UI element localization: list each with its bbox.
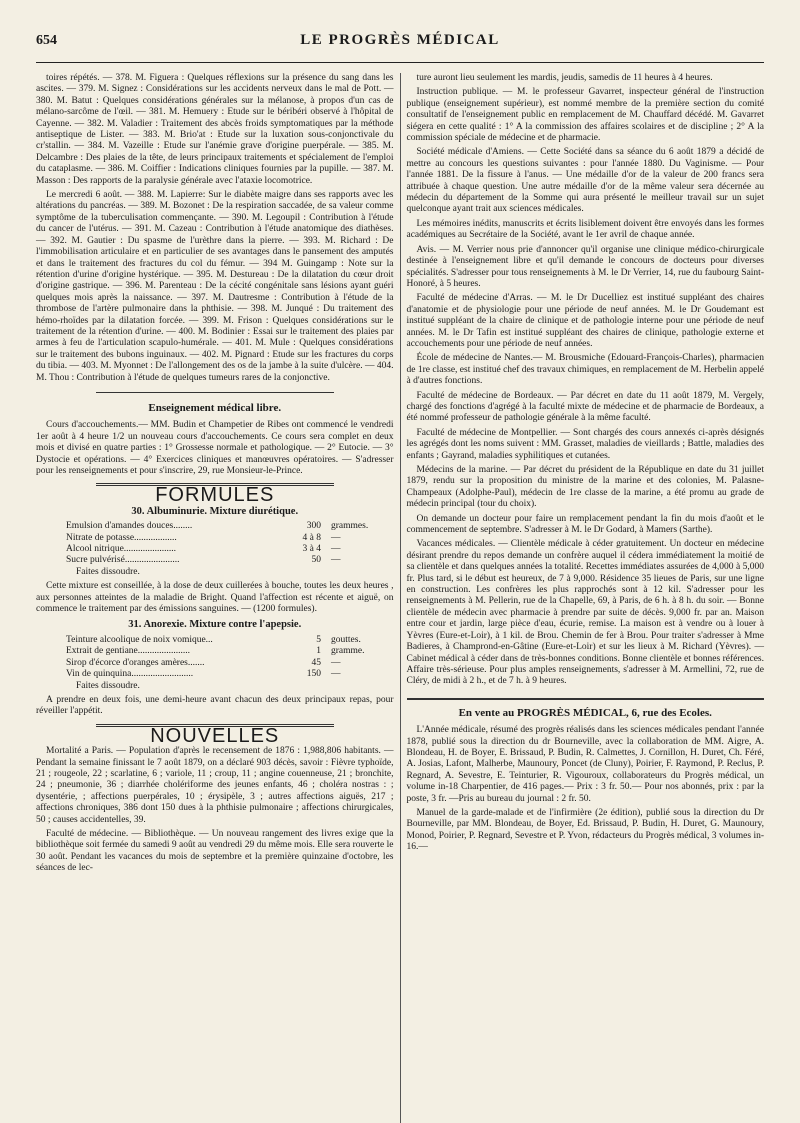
recipe-quantity: 5 <box>316 634 321 645</box>
news-paragraph: ture auront lieu seulement les mardis, jeudis, samedis de 11 heures à 4 heures. <box>416 73 713 83</box>
recipe-note: Faites dissoudre. <box>76 680 140 691</box>
enseignement-title: Enseignement médical libre. <box>148 401 282 414</box>
news-paragraph: Vacances médicales. — Clientèle médicale à céder gratuitement. Un docteur en médecine désirant prendre du repos demande un confrère auquel il cédera immédiatement la moitié de sa clientèle et dans quelques années la totalité. Recettes immédiates assurées de 4,000 à 5,000 fr. Plus tard, si le début est heureux, de 7 à 9,000. Résidence 35 lieues de Paris, sur une ligne en construction. Les confrères les plus rapprochés sont à 12 kil. S'adresser pour les renseignements à M. Pellerin, rue de la Chapelle, 69, à Paris, de 6 h. à 8 h. du soir. — Bonne clientèle de médecin avec pharmacie à prendre par suite de décès. 9,000 fr. par an. Maison entre cour et jardin, large pièce d'eau, écurie, remise. La maison est à vendre ou à louer à Yèvres (Eure-et-Loir), à 1 kil. de Brou. Chemin de fer à Brou. Pour traiter s'adresser à Mme Badieres, à Champrond-en-Gâtine (Eure-et-Loir) et sur les lieux à M. Richard (Yèvres). — Cabinet médical à céder dans de très-bonnes conditions. Bonne clientèle et bonnes références. Affaire très-sérieuse. Pour plus amples renseignements, s'adresser à M. Armellini, 72, rue de Cléry, de midi à 2 h., et de 7 h. à 9 heures. <box>406 539 764 687</box>
recipe-row <box>66 521 394 532</box>
recipe-quantity: 4 à 8 <box>302 532 321 543</box>
news-paragraph: Mortalité a Paris. — Population d'après le recensement de 1876 : 1,988,806 habitants. — Pendant la semaine finissant le 7 août 1879, on a déclaré 903 décès, savoir : Fièvre typhoïde, 21 ; rougeole, 22 ; scarlatine, 6 ; variole, 11 ; croup, 11 ; angine couenneuse, 21 ; bronchite, 24 ; pneumonie, 36 ; diarrhée cholériforme des jeunes enfants, 46 ; choléra nostras : ; dysentérie, ; affections puerpérales, 10 ; érysipèle, 3 ; autres affections aiguës, 217 ; affections chroniques, 386 dont 150 dues à la phthisie pulmonaire ; affections chirurgicales, 50 ; causes accidentelles, 39. <box>36 746 394 825</box>
recipe-unit: — <box>331 657 341 668</box>
recipe-ingredient: Sucre pulvérisé....................... <box>66 555 180 566</box>
news-paragraph: École de médecine de Nantes.— M. Brousmiche (Edouard-François-Charles), pharmacien de 1re classe, est institué chef des travaux chimiques, en remplacement de M. Herbelin appelé à d'autres fonctions. <box>406 353 764 387</box>
formula-30-recipe <box>66 521 394 578</box>
news-paragraph: Faculté de médecine de Montpellier. — Sont chargés des cours annexés ci-après désignés les agrégés dont les noms suivent : MM. Grasset, maladies de vieillards ; Battle, maladies des enfants ; Gayrand, maladies syphilitiques et cutanées. <box>406 427 764 461</box>
recipe-ingredient: Emulsion d'amandes douces........ <box>66 521 193 532</box>
formules-heading: FORMULES <box>155 484 275 507</box>
news-paragraph: Faculté de médecine d'Arras. — M. le Dr Ducelliez est institué suppléant des chaires d'anatomie et de physiologie pour une période de neuf années. M. le Dr Goudemant est institué suppléant de la chaire de clinique et de pathologie interne pour une période de neuf années. M. le Dr Tafin est institué suppléant des chaires de clinique, pathologie externe et accouchements pour une période de neuf années. <box>406 293 764 349</box>
left-column <box>36 73 394 1123</box>
recipe-quantity: 300 <box>306 521 321 532</box>
recipe-quantity: 3 à 4 <box>302 544 321 555</box>
recipe-row <box>66 555 394 566</box>
recipe-unit: gouttes. <box>331 634 361 645</box>
formula-31-text: A prendre en deux fois, une demi-heure avant chacun des deux principaux repas, pour réveiller l'appétit. <box>36 694 394 717</box>
recipe-unit: — <box>331 669 341 680</box>
recipe-unit: — <box>331 532 341 543</box>
recipe-ingredient: Teinture alcoolique de noix vomique... <box>66 634 213 645</box>
recipe-note: Faites dissoudre. <box>76 566 140 577</box>
formula-31-title: 31. Anorexie. Mixture contre l'apepsie. <box>128 619 302 631</box>
page-number: 654 <box>36 33 57 48</box>
recipe-unit: grammes. <box>331 521 369 532</box>
formula-30-title: 30. Albuminurie. Mixture diurétique. <box>131 505 299 517</box>
nouvelles-heading: NOUVELLES <box>150 724 280 747</box>
recipe-row <box>66 635 394 646</box>
news-paragraph: On demande un docteur pour faire un remplacement pendant la fin du mois d'août et le commencement de septembre. S'adresser à M. le Dr Godard, à Mamers (Sarthe). <box>406 513 764 536</box>
recipe-row <box>66 658 394 669</box>
recipe-ingredient: Alcool nitrique...................... <box>66 544 177 555</box>
recipe-unit: — <box>331 544 341 555</box>
recipe-quantity: 150 <box>306 669 321 680</box>
two-column-body <box>36 73 764 1123</box>
right-column <box>407 73 765 1123</box>
recipe-ingredient: Vin de quinquina.......................... <box>66 669 194 680</box>
news-paragraph: Avis. — M. Verrier nous prie d'annoncer qu'il organise une clinique médico-chirurgicale destinée à l'enseignement libre et qu'il demande le concours de docteurs pour diverses spécialités. S'adresser pour tous renseignements à M. le Dr Verrier, 14, rue du faubourg Saint-Honoré, à 5 heures. <box>406 244 764 289</box>
thesis-list-paragraph: Le mercredi 6 août. — 388. M. Lapierre: Sur le diabète maigre dans ses rapports avec les altérations du pancréas. — 389. M. Bozonet : De la respiration saccadée, de sa valeur comme symptôme de la tuberculisation commençante. — 390. M. Legoupil : Contribution à l'étude du cancer de l'utérus. — 391. M. Cazeau : Contribution à l'étude anatomique des diathèses. — 392. M. Gautier : Du spasme de l'urèthre dans la pierre. — 393. M. Richard : De l'immobilisation articulaire et en particulier de ses avantages dans le pansement des amputés et dans le traitement des fractures du col du fémur. — 394 M. Guingamp : Note sur la rétention d'urine d'origine hystérique. — 395. M. Destureau : De la dilatation du cœur droit d'origine gastrique. — 396. M. Parenteau : De la cécité congénitale sans lésions ayant guéri quelques mois après la naissance. — 397. M. Dautresme : Contribution à l'étude de la thrombose de l'artère pulmonaire dans la phthisie. — 398. M. Junqué : Du traitement des hémo-rhoïdes par la dilatation forcée. — 399. M. Frison : Quelques considérations sur le traitement de la rétention d'urine. — 400. M. Bodinier : Essai sur le traitement des plaies par armes à feu de l'articulation scapulo-humérale. — 401. M. Mule : Quelques considérations sur le traitement des bubons inguinaux. — 402. M. Pignard : Etude sur les fractures du corps du tibia. — 403. M. Myonnet : De l'allongement des os de la jambe à la suite d'ulcère. — 404. M. Thou : Contribution à l'étude de quelques tumeurs rares de la conjonctive. <box>36 190 394 383</box>
news-paragraph: Les mémoires inédits, manuscrits et écrits lisiblement doivent être envoyés dans les formes académiques au Secrétaire de la Société, avant le 1er avril de chaque année. <box>406 218 764 241</box>
journal-title: LE PROGRÈS MÉDICAL <box>300 32 500 48</box>
recipe-quantity: 1 <box>316 646 321 657</box>
recipe-row <box>66 669 394 680</box>
recipe-quantity: 45 <box>311 657 321 668</box>
column-divider <box>400 73 401 1123</box>
advertisement-paragraph: Manuel de la garde-malade et de l'infirmière (2e édition), publié sous la direction du Dr Bourneville, par MM. Blondeau, de Boyer, Ed. Brissaud, P. Budin, H. Duret, G. Maunoury, Monod, Poirier, P. Regnard, Sevestre et P. Yvon, rédacteurs du Progrès médical, 3 volumes in-16.— <box>406 807 764 853</box>
recipe-quantity: 50 <box>311 555 321 566</box>
news-paragraph: Société médicale d'Amiens. — Cette Société dans sa séance du 6 août 1879 a décidé de mettre au concours les questions suivantes : pour l'année 1880. Du Vaginisme. — Pour l'année 1881. De la fissure à l'anus. — Une médaille d'or de la valeur de 200 francs sera attribuée à chaque question. Une autre médaille d'or de la même valeur sera décernée au médecin du département de la Somme qui aura présenté le meilleur travail sur un sujet quelconque ayant trait aux sciences médicales. <box>406 147 764 215</box>
advertisement-title: En vente au PROGRÈS MÉDICAL, 6, rue des Ecoles. <box>407 698 765 719</box>
advertisement-paragraph: L'Année médicale, résumé des progrès réalisés dans les sciences médicales pendant l'année 1878, publié sous la direction du dr Bourneville, avec la collaboration de MM. Aigre, A. Blondeau, H. de Boyer, E. Brissaud, P. Budin, R. Calmettes, J. Cornillon, H. Duret, Ch. Féré, A. Josias, Lafont, Malherbe, Maunoury, Poncet (de Cluny), Poirier, F. Raymond, P. Reclus, P. Regnard, A. Sevestre, E. Teinturier, R. Vigouroux, collaborateurs du Progrès médical, un volume in-18 Charpentier, de 416 pages.— Prix : 3 fr. 50.— Pour nos abonnés, prix : par la poste, 3 fr. —Pris au bureau du journal : 2 fr. 50. <box>406 725 764 804</box>
recipe-ingredient: Sirop d'écorce d'oranges amères....... <box>66 657 205 668</box>
thesis-list-paragraph: toires répétés. — 378. M. Figuera : Quelques réflexions sur la présence du sang dans les ascites. — 379. M. Signez : Considérations sur les accidents nerveux dans le mal de Pott. — 380. M. Batut : Quelques considérations générales sur la mélanose, à propos d'un cas de mélano-sarcôme de l'œil. — 381. M. Hemuery : Etude sur le béribéri observé à l'hôpital de Cayenne. — 382. M. Valadier : Traitement des abcès froids symptomatiques par la méthode antiseptique de Lister. — 383. M. Brio'at : Etude sur la luxation sous-conjonctivale du cr'stallin. — 384. M. Vazeille : Etude sur l'anémie grave d'origine puerpérale. — 385. M. Delcambre : Des plaies de la tête, de leurs principaux traitements et spécialement de l'emploi du cataplasme. — 386. M. Coiffier : Indications cliniques fournies par la pupille. — 387. M. Masson : Des rapports de la paralysie générale avec l'ataxie locomotrice. <box>36 73 394 186</box>
recipe-row <box>66 544 394 555</box>
news-paragraph: Médecins de la marine. — Par décret du président de la République en date du 31 juillet 1879, rendu sur la proposition du ministre de la marine et des colonies, M. Palasne-Champeaux (Adolphe-Paul), médecin de 1re classe de la marine, a été promu au grade de médecin principal (tour du choix). <box>406 465 764 510</box>
news-paragraph: Faculté de médecine. — Bibliothèque. — Un nouveau rangement des livres exige que la bibliothèque soit fermée du samedi 9 août au vendredi 29 du même mois. Elle sera rouverte le 30 août. Pendant les vacances du mois de septembre et la première quinzaine d'octobre, les séances de lec- <box>36 828 394 874</box>
recipe-unit: gramme. <box>331 646 365 657</box>
recipe-unit: — <box>331 555 341 566</box>
page-header <box>36 32 764 63</box>
formula-31-recipe <box>66 635 394 692</box>
formula-30-text: Cette mixture est conseillée, à la dose de deux cuillerées à bouche, toutes les deux heures , aux personnes atteintes de la maladie de Bright. Quand l'affection est récente et aiguë, on commence le traitement par des émissions sanguines. — (1200 formules). <box>36 581 394 615</box>
news-paragraph: Faculté de médecine de Bordeaux. — Par décret en date du 11 août 1879, M. Vergely, chargé des fonctions d'agrégé à la faculté mixte de médecine et de pharmacie de Bordeaux, a été nommé professeur de pathologie générale à la même faculté. <box>406 390 764 424</box>
recipe-row <box>66 646 394 657</box>
recipe-row <box>66 533 394 544</box>
enseignement-paragraph: Cours d'accouchements.— MM. Budin et Champetier de Ribes ont commencé le vendredi 1er août à 4 heure 1/2 un nouveau cours d'accouchements. Ce cours sera complet en deux mois et divisé en quatre parties : 1° Grossesse normale et pathologique. — 2° Eutocie. — 3° Dystocie et opérations. — 4° Exercices cliniques et manœuvres opératoires. — S'adresser pour les renseignements et pour s'inscrire, 29, rue Monsieur-le-Prince. <box>36 420 394 476</box>
news-paragraph: Instruction publique. — M. le professeur Gavarret, inspecteur général de l'instruction publique (enseignement supérieur), est nommé membre de la première section du comité consultatif de l'enseignement public en remplacement de M. Chauffard décédé. M. Gavarret siégera en cette qualité : 1° A la commission des affaires scolaires et de discipline ; 2° A la commission spéciale de médecine et de pharmacie. <box>406 87 764 144</box>
section-rule <box>96 392 334 393</box>
recipe-ingredient: Extrait de gentiane...................... <box>66 646 190 657</box>
recipe-ingredient: Nitrate de potasse.................. <box>66 532 177 543</box>
